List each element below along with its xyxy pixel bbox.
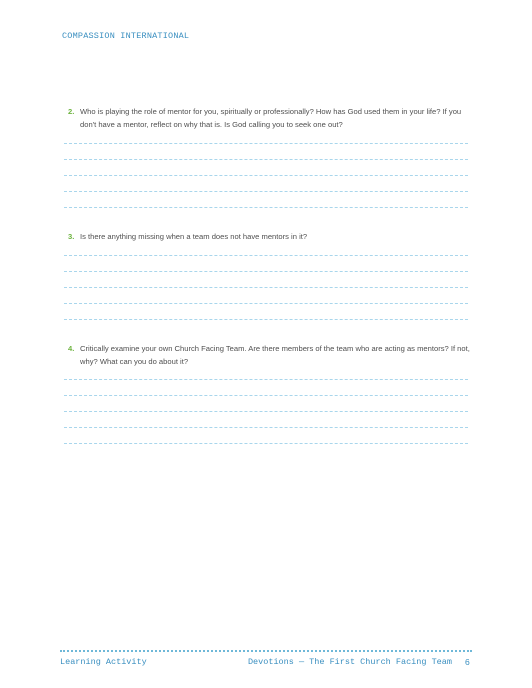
answer-line[interactable] bbox=[64, 255, 468, 256]
question-3 bbox=[68, 231, 478, 244]
answer-line[interactable] bbox=[64, 443, 468, 444]
answer-line[interactable] bbox=[64, 395, 468, 396]
answer-line[interactable] bbox=[64, 287, 468, 288]
footer-section-label: Learning Activity bbox=[60, 657, 147, 667]
footer-title: Devotions — The First Church Facing Team bbox=[247, 657, 452, 667]
answer-line[interactable] bbox=[64, 207, 468, 208]
answer-line[interactable] bbox=[64, 159, 468, 160]
answer-line[interactable] bbox=[64, 303, 468, 304]
page-number: 6 bbox=[465, 657, 470, 667]
answer-line[interactable] bbox=[64, 271, 468, 272]
question-4 bbox=[68, 343, 478, 368]
question-text: Critically examine your own Church Facing Team. Are there members of the team who are acting as mentors? If not, why? What can you do about it? bbox=[80, 344, 470, 366]
answer-line[interactable] bbox=[64, 411, 468, 412]
question-number: 3. bbox=[68, 232, 75, 241]
question-text: Is there anything missing when a team does not have mentors in it? bbox=[80, 232, 308, 241]
answer-line[interactable] bbox=[64, 175, 468, 176]
answer-line[interactable] bbox=[64, 427, 468, 428]
question-number: 2. bbox=[68, 107, 75, 116]
header-org: COMPASSION INTERNATIONAL bbox=[62, 31, 190, 41]
question-number: 4. bbox=[68, 344, 75, 353]
footer-divider bbox=[60, 650, 472, 652]
answer-line[interactable] bbox=[64, 191, 468, 192]
answer-line[interactable] bbox=[64, 143, 468, 144]
question-2 bbox=[68, 106, 478, 131]
answer-line[interactable] bbox=[64, 319, 468, 320]
question-text: Who is playing the role of mentor for you, spiritually or professionally? How has God used them in your life? If you don't have a mentor, reflect on why that is. Is God calling you to seek one out? bbox=[80, 107, 462, 129]
answer-line[interactable] bbox=[64, 379, 468, 380]
